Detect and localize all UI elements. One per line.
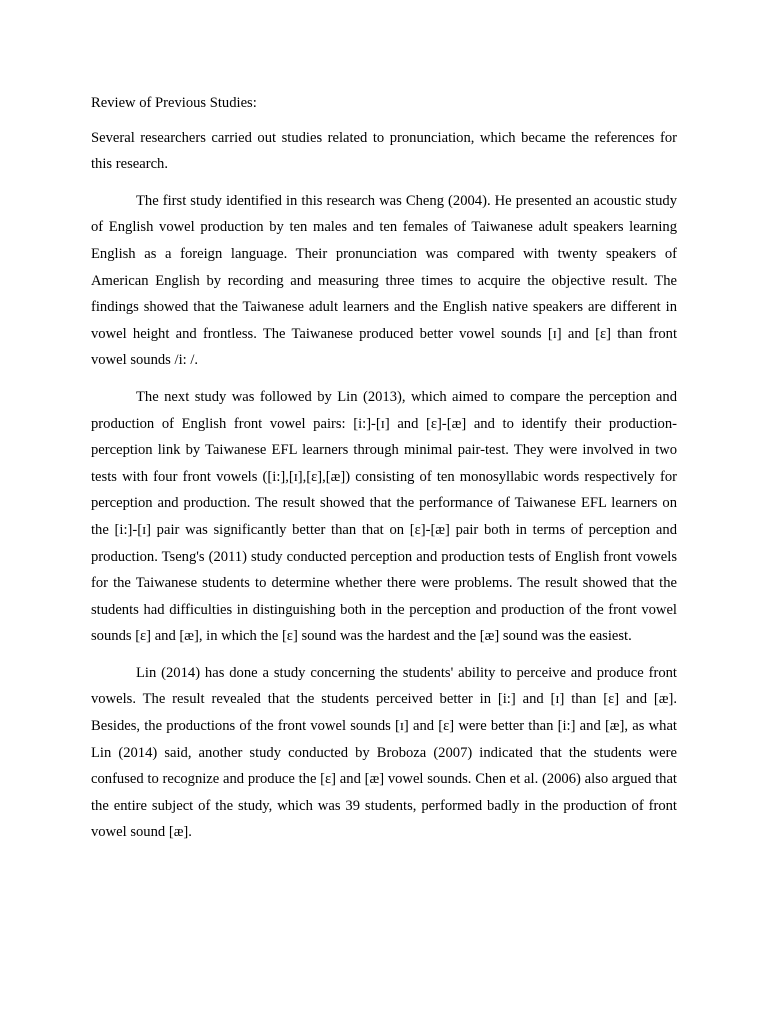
cheng-study-paragraph: The first study identified in this research was Cheng (2004). He presented an acoustic study of English vowel production by ten males and ten females of Taiwanese adult speakers learning English as a foreign language. Their pronunciation was compared with twenty speakers of American English by recording and measuring three times to acquire the objective result. The findings showed that the Taiwanese adult learners and the English native speakers are different in vowel height and frontless. The Taiwanese produced better vowel sounds [ɪ] and [ɛ] than front vowel sounds /i: /. [91,192,677,369]
lin-2014-study-paragraph: Lin (2014) has done a study concerning the students' ability to perceive and produce front vowels. The result revealed that the students perceived better in [i:] and [ɪ] than [ɛ] and [æ]. Besides, the productions of the front vowel sounds [ɪ] and [ɛ] were better than [i:] and [æ], as what Lin (2014) said, another study conducted by Broboza (2007) indicated that the students were confused to recognize and produce the [ɛ] and [æ] vowel sounds. Chen et al. (2006) also argued that the entire subject of the study, which was 39 students, performed badly in the production of front vowel sound [æ]. [91,664,677,841]
document-body [91,90,677,856]
lin-tseng-study-paragraph: The next study was followed by Lin (2013), which aimed to compare the perception and production of English front vowel pairs: [i:]-[ɪ] and [ɛ]-[æ] and to identify their production-perception link by Taiwanese EFL learners through minimal pair-test. They were involved in two tests with four front vowels ([i:],[ɪ],[ɛ],[æ]) consisting of ten monosyllabic words respectively for perception and production. The result showed that the performance of Taiwanese EFL learners on the [i:]-[ɪ] pair was significantly better than that on [ɛ]-[æ] pair both in terms of perception and production. Tseng's (2011) study conducted perception and production tests of English front vowels for the Taiwanese students to determine whether there were problems. The result showed that the students had difficulties in distinguishing both in the perception and production of the front vowel sounds [ɛ] and [æ], in which the [ɛ] sound was the hardest and the [æ] sound was the easiest. [91,388,677,645]
section-heading: Review of Previous Studies: [91,95,257,111]
intro-paragraph: Several researchers carried out studies related to pronunciation, which became the references for this research. [91,129,677,173]
